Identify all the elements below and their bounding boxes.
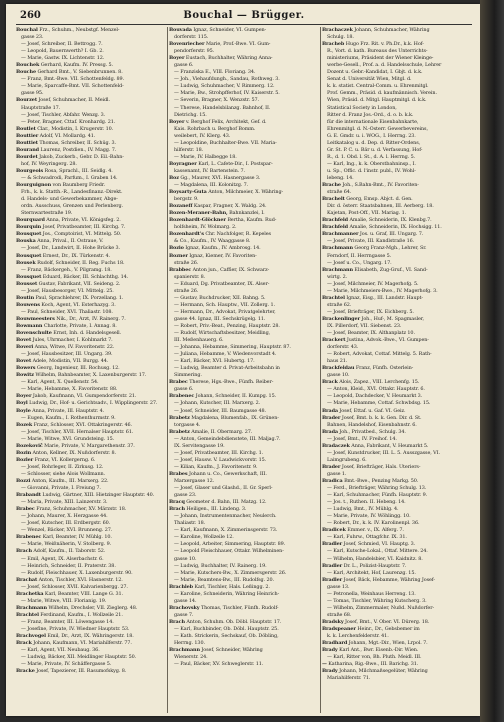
directory-entry-line: — Ludwig, Bäcker, XII. Meidlinger Hauptstr. 50. — [21, 654, 137, 661]
directory-entry-line: Bahnen, Handelshof, Eisenbahnstr. 6. — [327, 421, 417, 428]
directory-entry-line: Bradler Dr. L., Polizist-Hauptstr. 7. — [322, 562, 407, 569]
directory-entry-line: IX. Pillerdorf, VII. Siebenst. 23. — [327, 322, 402, 329]
directory-entry-line: gasse 6. — [174, 386, 194, 393]
directory-entry-line: Brabes Johann u. Co., Gewerkschaft, III. — [169, 470, 267, 477]
directory-entry-line: kassenamt, IV. Bartenstein. 7. — [174, 167, 246, 174]
directory-entry-line: gasse 6. — [174, 62, 194, 69]
directory-entry-line: Brachmann Wilhelm, Drechsler, VII. Zieglerg. 48. — [16, 604, 138, 611]
directory-entry-line: Bovet Jules, Uhrmacher, I. Kohlmarkt 7. — [16, 337, 113, 344]
directory-entry-line: Bozekovič Marie, Private, V. Margarethenstr. 37. — [16, 442, 135, 449]
directory-entry-line: — Josef, Privatbeamter, III. Kirchg. 1. — [174, 449, 264, 456]
directory-entry-line: — Leopold, Dachdecker, V. Heumarkt 3. — [327, 393, 423, 400]
directory-entry-line: — Marie, Hebamme, X. Favoritenstr. 88. — [21, 386, 118, 393]
directory-entry-line: k. k. Lerchenfelderstr. 41. — [327, 633, 389, 640]
directory-entry-line: Brada Joh., Privatbed., Schulg. 34. — [322, 428, 406, 435]
directory-entry-line: wirtg. 2. — [327, 273, 348, 280]
directory-entry-line: — Therese, Handelsbilanzg. Bahnhof, II. — [174, 104, 271, 111]
directory-entry-line: u. Sp., Offic. d. l'instr. publ., IV. Wohl- — [327, 167, 416, 174]
directory-entry-line: — Anton, Kleid., XVI. Ottakr. Hauptstr. 6. — [327, 386, 425, 393]
directory-entry-line: für die internationale Eisenbahnkarte, — [327, 118, 419, 125]
column-1 — [16, 27, 166, 713]
directory-entry-line: — Karl, Fuhrw., Ottagfchr. IX. 31. — [327, 534, 407, 541]
page-header — [16, 10, 472, 24]
directory-entry-line: — Marie, Hebamme, Cottaf. Schwbdsg. 15. — [327, 400, 431, 407]
directory-entry-line: — Josef, Milchmeier, IV. Magerhofg. 5. — [327, 280, 419, 287]
directory-entry-line: — Marie, Private, IV. Wöhlingg. 10. — [327, 513, 411, 520]
directory-entry-line: — Johann, Instrumentenmacher, Neulerch. — [174, 513, 277, 520]
directory-entry-line: Bourquin Josef, Privatbeamter, III. Kirchg. 7. — [16, 224, 126, 231]
directory-entry-line: Wienerstr. 24. — [174, 654, 208, 661]
directory-entry-line: — Leopoldine, Buchhalter-Bwe. VII. Maria- — [174, 139, 277, 146]
directory-entry-line: Brabetz Amalie, II. Obermarg. 27. — [169, 428, 253, 435]
directory-entry-line: — Karl, Schuhmacher, Fünfh. Hauptstr. 9. — [327, 492, 428, 499]
directory-entry-line: — Marie, Milchmeiers-Bwe., IV. Magerhofg. 3. — [327, 287, 438, 294]
directory-entry-line: Brackert Justina, Advok.-Bwe., VI. Gumpen- — [322, 337, 429, 344]
directory-entry-line: — Marie, Private, IV. Schäffergasse 5. — [21, 661, 112, 668]
directory-entry-line: — Katharina, Rig.-Bwe., III. Barichg. 31. — [322, 661, 419, 668]
directory-entry-line: Bousset Gustav, Fabrikant, VII. Seideng. 2. — [16, 280, 121, 287]
directory-entry-line: Mariahilferstr. 71. — [327, 675, 371, 682]
directory-entry-line: Bovet Adele, Modistin, VII. Burgg. 44. — [16, 358, 109, 365]
directory-entry-line: — Robert, Dr., k. k. IV. Karolinenpl. 36. — [327, 520, 420, 527]
directory-entry-line: Boutin Paul, Sprachlehrer, IX. Porzellang. 1. — [16, 294, 124, 301]
directory-entry-line: Brachfeld Amalie, Schneiderin, IX. Klenbg.7. — [322, 217, 432, 224]
directory-entry-line: gasse 1. — [327, 470, 347, 477]
directory-entry-line: Brabec Therese, Hgs.-Bwe., Fünfh. Reiber- — [169, 379, 274, 386]
directory-entry-line: Bourguignon von Baumberg Friedr. — [16, 182, 105, 189]
directory-columns — [16, 27, 472, 713]
directory-entry-line: — Kath. Strickerin, Sechskauf, Ob. Döbling, — [174, 633, 279, 640]
directory-entry-line: Brachmann Elisabeth, Zug-Gruf., VI. Sand- — [322, 266, 428, 273]
directory-entry-line: Brachaczek Johann, Schuhmacher, Währing — [322, 27, 430, 33]
directory-entry-line: Brackenlinger Joh., Huf-, M. Spagmasler, — [322, 315, 424, 322]
directory-entry-line: Bouvada Ignaz, Schneider, VI. Gumpen- — [169, 27, 267, 33]
directory-entry-line: Bozler Franz, VI. Kollergerng. 6. — [16, 456, 96, 463]
directory-entry-line: Marxergasse 12. — [174, 478, 215, 484]
page-number: 260 — [20, 10, 41, 21]
directory-entry-line: Bozio Ignaz, Kaufm., IV. Ambrosg. 14. — [169, 245, 261, 252]
directory-entry-line: — Josef, Schreiber, II. Bettrogg. 7. — [21, 41, 103, 48]
directory-entry-line: straße 26. — [174, 287, 199, 294]
directory-entry-line: — Juliana, Hebamme, V. Wiedenvorstadt 4. — [174, 351, 277, 358]
directory-entry-line: — Josefine, Private, IV. Wiedner Hauptstr. 53. — [21, 625, 130, 632]
directory-entry-line: Kais. Rohrbach u. Berghof Bomm. — [174, 125, 256, 132]
directory-entry-line: Bousquet Ernest, Dr., IX. Türkenstr. 4. — [16, 252, 110, 259]
directory-entry-line: Leitkatalog u. d. Dep. d. Ritter-Ordens, — [327, 139, 421, 146]
directory-entry-line: — Karl, Buchbinder, Ob. Döbl. Hauptstr. 25. — [174, 625, 279, 632]
directory-entry-line: Brada Josef, Ettaf. u. Gaf. VI. Geiz. — [322, 407, 406, 414]
directory-entry-line: Brachvogel Emil, Dr., Arzt, IX. Währingerstr. 18. — [16, 633, 134, 640]
directory-entry-line: — Hermann, Sch. Hauptw., VII. Zollerg. 1. — [174, 301, 275, 308]
directory-entry-line: Boyer Eustach, Buchhalter, Währing Anna- — [169, 55, 273, 62]
directory-entry-line: — Magdalena, III. Kolonitzg. 7. — [174, 182, 249, 189]
directory-entry-line: Bousquet Eduard, Bäcker, III. Schlachthg. 14. — [16, 273, 129, 280]
directory-entry-line: — Rudolf, Fleischhauer, X. Laxenburgerstr. 90. — [21, 569, 133, 576]
directory-entry-line: — Ferd., Briefträger, Währing Schulg. 13. — [327, 485, 427, 492]
directory-entry-line: Bradica Bmt.-Bwe., Penzing Markg. 50. — [322, 478, 419, 484]
directory-entry-line: — Rudolf, Wirtschaftsbesitzer, Meidling, — [174, 330, 271, 337]
directory-entry-line: — Peter, Bragner, Cttaf. Kronhardg. 21. — [21, 118, 116, 125]
directory-entry-line: Brackfeldau Franz, Fünfh. Österlein- — [322, 365, 414, 372]
directory-page — [6, 4, 480, 716]
directory-entry-line: — Severin, Bragner, X. Wenzstr. 57. — [174, 97, 259, 104]
directory-entry-line: Bouwens Koch, Agent, VI. Esterhazyg. 3. — [16, 301, 116, 308]
directory-entry-line: lebeng. 14. — [327, 174, 354, 181]
directory-entry-line: Bradsky Josef, Bmt., V. Ober. VI. Dürerg. 18. — [322, 618, 430, 625]
directory-entry-line: Bowitz Wilhelm, Bahnbeamter, X. Laxenburgerstr. 17. — [16, 372, 147, 379]
directory-entry-line: Brachfeld Amalie, Schneiderin, IX. Hochsigg. 11. — [322, 224, 442, 231]
directory-entry-line: Brabenec Johann, Schneider, II. Kumpg. 15. — [169, 393, 277, 400]
directory-entry-line: — Franz, Bäckergeh., V. Pilgramg. 18. — [21, 266, 112, 273]
directory-entry-line: Boyl Ludwig, Dr., Hof- u. Gerichtsadv., I. Wipplingerstr. 27. — [16, 400, 158, 407]
directory-entry-line: — Giovanni, Private, I. Freiung 7. — [21, 485, 101, 492]
directory-entry-line: Boveri Anna, Witwe, IV. Favoritenstr. 22. — [16, 344, 115, 351]
directory-entry-line: hilferstr. 18. — [174, 146, 204, 153]
directory-entry-line: — Karl, Kutsche-Lokal., Ottaf. Mittere. 24. — [327, 548, 428, 555]
directory-entry-line: gasse 10. — [327, 372, 350, 379]
directory-entry-line: Brach Adolf, Kaufm., II. Taborstr. 52. — [16, 548, 106, 555]
directory-entry-line: dorferstr. 115. — [174, 34, 209, 41]
directory-entry-line: G. E. Gmdr. u. i. WOG., I. Herrng. 23. — [327, 132, 416, 139]
directory-entry-line: Wien, Präsid. d. Mitgl. Hauptmitgl. d. k.k. — [327, 97, 427, 104]
directory-entry-line: — Joh., Viehaufdungh., Sandau, Rothweg. 3. — [174, 76, 280, 83]
directory-entry-line: Hauptstraße 17. — [21, 104, 61, 111]
directory-entry-line: pendorferstr. 95. — [174, 48, 215, 55]
directory-entry-line: Bozaneff Kaspar, Fragner, X. Waldg. 24. — [169, 203, 267, 210]
directory-entry-line: Laimgrubeng. 6. — [327, 456, 367, 463]
directory-entry-line: Brady Johann, Milchmaßsegelüter, Währing — [322, 668, 428, 675]
directory-entry-line: gasse 23. — [21, 34, 44, 41]
directory-entry-line: Brabbec Anton jun., Caffier, IX. Schwarz- — [169, 266, 270, 273]
directory-entry-line: Bradaczek Anna, Fabrikant, V. Heumarkt 5. — [322, 442, 429, 449]
directory-entry-line: Frh., k. k. Statth.-R., Landesfinanz.-Direkt. — [21, 189, 123, 196]
directory-entry-line: Bradhard Johann, Mgt.-Dir., Wien, Lrpol. 7. — [322, 640, 428, 647]
directory-entry-line: straße 64. — [327, 189, 352, 196]
directory-entry-line: spanierstr. 8. — [174, 273, 206, 280]
directory-entry-line: Bradspeaner Heinr., Dr., Gebsbemer im — [322, 625, 420, 632]
directory-entry-line: Brack Johann, Kaufmann, VI. Mariahilferstr. 77. — [16, 640, 132, 647]
directory-entry-line: — Karl, Kaufmann, X. Zimmerinsgerstr. 73. — [174, 527, 278, 534]
directory-entry-line: Brachmanner Jos. u. Graf, III. Ungarg. 7. — [322, 231, 424, 238]
directory-entry-line: — Emil, Agent, IX. Alserbachstr. 6. — [21, 555, 104, 562]
directory-entry-line: — Marie, Beamtens-Bw., III. Rudolfsg. 20. — [174, 576, 274, 583]
directory-entry-line: — Karl, Bäcker, XVI. Hubertg. 17. — [174, 358, 255, 365]
directory-entry-line: — Johann, Maurer, X. Herzgasse 44. — [21, 513, 108, 520]
directory-entry-line: Dietrichg. 15. — [174, 111, 207, 118]
directory-entry-line: gasse 23. — [174, 492, 197, 499]
column-divider — [167, 27, 168, 713]
directory-entry-line: Brack Alois, Zapez., VIII. Lerchenfg. 15. — [322, 379, 420, 386]
directory-entry-line: Kajetan, Post-Off., VII. Mariag. 1. — [327, 210, 407, 217]
directory-entry-line: Bovenriecher Marie, Prof.-Bwe. VI. Gum- — [169, 41, 271, 48]
directory-entry-line: Brachleb Karl, Tischler, Hals. Leßingg. 2. — [169, 583, 270, 590]
directory-entry-line: Brabenec Karl, Beamter, IV. Mühlg. 10. — [16, 534, 112, 541]
directory-entry-line: gasse 13. — [327, 583, 350, 590]
directory-entry-line: — Schlosser, siehe Alois Wollmann. — [21, 470, 106, 477]
directory-entry-line: dorferstr. 43. — [327, 344, 359, 351]
directory-entry-line: Bouttier Adolf, VI. Mollardg. 41. — [16, 132, 96, 139]
directory-entry-line: Boysarty-Guta Anton, Milchmeier, X. Währing- — [169, 189, 284, 196]
directory-entry-line: gasse 10. — [174, 555, 197, 562]
directory-entry-line: Statistical Society in London, — [327, 104, 397, 111]
directory-entry-line: Bozin Anton, Kellner, IX. Nußdorferstr. 8. — [16, 449, 117, 456]
directory-entry-line: Thaliastr. 18. — [174, 520, 206, 527]
directory-entry-line: weilebert, IV. Klerg. 43. — [174, 132, 231, 139]
directory-entry-line: — Petronella, Weinhaus Herreng. 13. — [327, 590, 416, 597]
directory-entry-line: Brachtel Ignaz, Eisg., III. Landstr. Haupt- — [322, 294, 423, 301]
directory-entry-line: — Karl, Agent, VII. Neubaug. 36. — [21, 647, 100, 654]
directory-entry-line: — Anton, Gemeindebdienstete, III. Maljag.7. — [174, 435, 281, 442]
directory-entry-line: Brader Josef, Briefträger, Hals. Uteriers- — [322, 463, 421, 470]
directory-entry-line: — Robert, Priv.-Beat., Penzing, Hauptstr. 28. — [174, 322, 280, 329]
directory-entry-line: ministeriums, Präsident der Wiener Kleinge- — [327, 55, 434, 62]
directory-entry-line: Bourquard Anna, Private, VI. Königsfeg. 2. — [16, 217, 121, 224]
directory-entry-line: — Josef, Kunstdrucker, III. L. 5. Ausszgasse, VI. — [327, 449, 440, 456]
column-2 — [169, 27, 319, 713]
directory-entry-line: — Josef, Hausbesorger, VI. Mittelg. 25. — [21, 287, 114, 294]
directory-entry-line: Bozner Ignaz, Kiemer, IV. Favoriten- — [169, 252, 257, 259]
directory-entry-line: Brachtel Ferdinand, Kaufm., I. Wollzeile 21. — [16, 611, 123, 618]
directory-entry-line: Bouche Gerhard Bmt., V. Siebenbrunnen. 8. — [16, 69, 123, 76]
directory-entry-line: — Josef, Hausbesitzer, III. Ungarg. 39. — [21, 351, 113, 358]
directory-entry-line: Brach Anton, Schuhm. Ob. Döbl. Hauptstr. 17. — [169, 618, 282, 625]
directory-entry-line: bergstr. 9. — [174, 196, 199, 203]
directory-entry-line: Brache Joh., S.Bahn-Bmt., IV. Favoriten- — [322, 182, 419, 189]
directory-entry-line: — Karoline, Schneiderin, Währing Heinrich- — [174, 590, 280, 597]
column-divider — [320, 27, 321, 713]
directory-entry-line: Dir. d. österr. Staatsbahnen, III. Aerberg. 18. — [327, 203, 434, 210]
directory-entry-line: straße 26. — [174, 259, 199, 266]
directory-entry-line: — Franz, Bmt.-Bwe. VII. Schottenfeldg. 89. — [21, 76, 124, 83]
directory-entry-line: — Karl, Ritter von, Bh. Pluth. Meidl. III. — [327, 654, 422, 661]
directory-entry-line: — Karl, Ing., k. k. Oberstbahninsp., I. — [327, 160, 416, 167]
directory-entry-line: straße 68. — [327, 611, 352, 618]
directory-entry-line: hof, IV. Weyringerg. 28. — [21, 160, 77, 167]
directory-entry-line: — Kilian, Kaufm., J. Favoritenstr. 9. — [174, 463, 258, 470]
directory-entry-line: holfsheim, IV. Wolmarg. 2. — [174, 224, 237, 231]
directory-entry-line: III. Meßenhauerg. 6. — [174, 337, 224, 344]
directory-entry-line: Bouttiet Thomas, Schreiber, II. Schüg. 3. — [16, 139, 116, 146]
directory-entry-line: — Josef, Kutscher, III. Erdbergstr. 60. — [21, 520, 111, 527]
directory-entry-line: Simmering. — [174, 372, 202, 379]
directory-entry-line: Bracq Geometer d. Bahn, III. Matzg. 12. — [169, 499, 267, 506]
directory-entry-line: Ehrenmitgl. d. N.-Österr. Gewerbevereins, — [327, 125, 428, 132]
directory-entry-line: — Josef, Hausw. V. Laudwickvorstr. 15. — [174, 456, 267, 463]
directory-entry-line: Boyragner Karl, L. Cafete-Dir., I. Postspar- — [169, 160, 273, 167]
directory-entry-line: Bowers Georg, Ingenieur, III. Rochusg. 12. — [16, 365, 120, 372]
directory-entry-line: Boyle Anna, Private, III. Hauptstr. 4. — [16, 407, 105, 414]
directory-entry-line: Dozent u. Gebr.-Kandidat, I. Gbjt. d. k.k. — [327, 69, 423, 76]
directory-entry-line: — Josef, Briefträger, IX. Eichberg. 5. — [327, 308, 414, 315]
directory-entry-line: — Hermann, Dr., Advokat, Privatgelehrter, — [174, 308, 276, 315]
directory-entry-line: werbe-Gesell., Prof. a. d. Handelsschule, Lehrer — [327, 62, 442, 69]
directory-entry-line: Sternwartestraße 19. — [21, 210, 73, 217]
directory-entry-line: — Marie, IV. Halbegge 18. — [174, 153, 237, 160]
directory-entry-line: Boyer Jakob, Kaufmann, VI. Gumpendorferstr. 21. — [16, 393, 137, 400]
directory-entry-line: Bracke Josef, Tapezierer, III. Rasumofskyg. 8. — [16, 668, 127, 675]
directory-entry-line: Herrng. 130. — [174, 640, 205, 647]
directory-entry-line: — Marie, Witwe, XVI. Grundsteing. 15. — [21, 435, 115, 442]
directory-entry-line: — Leopold, Bauernwerth? I. Gb. 2. — [21, 48, 104, 55]
directory-entry-line: gasse 95. — [21, 90, 44, 97]
directory-entry-line: — Ludwig, Beamter d. Privat-Arbeitsbahn in — [174, 365, 280, 372]
directory-entry-line: Bousquet Jos., Comptoirist, VI. Mittelg. 50. — [16, 231, 122, 238]
directory-entry-line: Schulg. 18. — [327, 34, 354, 41]
directory-entry-line: Bowmann Charlotte, Private, I. Annag. 8. — [16, 322, 117, 329]
directory-entry-line: Brader Josef, Bmt. b. k. k. Gen. Dir. d. St. — [322, 414, 422, 421]
directory-entry-line: — Ludwig, Bmt., IV. Mühlg. 4. — [327, 506, 399, 513]
directory-entry-line: — Josef, Schneider, III. Baumgasse 48. — [174, 407, 266, 414]
directory-entry-line: gasse 44. Ignaz, III. Sechskrügelg. 11. — [174, 315, 266, 322]
directory-entry-line: Brachmann Josef, Schneider, Währing — [169, 647, 263, 654]
directory-entry-line: Prof. Gemm., Präsid. d. kaufmännisch. Verein. — [327, 90, 437, 97]
directory-entry-line: Senat d. Universität Wien, Mitgl. d. — [327, 76, 412, 83]
directory-entry-line: — Josef u. Co., Ungarg. 17. — [327, 259, 392, 266]
directory-entry-line: Bourgeois Rosa, Sprachl., III. Seidlg. 4. — [16, 167, 113, 174]
directory-entry-line: Bousek Rudolf, Schneider, II. Reg. Fuchs 18. — [16, 259, 125, 266]
directory-entry-line: Bouwmeesters Nik., Dr., Arzt, IV. Rainerg. 7. — [16, 315, 126, 322]
directory-entry-line: — Karl, Agent, X. Quellenstr. 54. — [21, 379, 99, 386]
directory-entry-line: Bouchek Gerhard, Kaufm. IV. Pressg. 5. — [16, 62, 113, 69]
directory-entry-line: — Wenzel, Bäcker, XVI. Brunneng. 27. — [21, 527, 113, 534]
directory-entry-line: Bradler Josef, Bäck, Hebamme, Währing Josef- — [322, 576, 435, 583]
header-rule — [16, 24, 472, 25]
directory-entry-line: — Gustav, Buchdrucker, XII. Bahng. 5. — [174, 294, 266, 301]
directory-entry-line: Brachovsky Thomas, Tischler, Fünfh. Rudolf- — [169, 604, 279, 611]
directory-entry-line: & Co., Kaufm., IV. Waaggasse 8. — [174, 238, 251, 245]
directory-entry-line: — Marie, Bw., Strohpfferhof, IV. Kaiserstr. 5. — [174, 90, 280, 97]
directory-entry-line: — Leopold, Arbeiter, Simmering, Hauptstr. 89. — [174, 541, 286, 548]
directory-entry-line: gasse 7. — [174, 611, 194, 618]
column-3 — [322, 27, 472, 713]
directory-entry-line: ordn. Ausschuss, Grenzen und Perlenberg. — [21, 203, 123, 210]
directory-entry-line: Bradler Josef, Schmied, VI. Hauptg. 3. — [322, 541, 416, 548]
directory-entry-line: Brachmann Georg Franz-Mgh., Lehrer, Sr. — [322, 245, 427, 252]
directory-entry-line: — Eduard, Dg. Privatbeamter, IX. Alser- — [174, 280, 270, 287]
directory-entry-line: — Ludwig, Schuhmacher, V. Rimmerg. 12. — [174, 83, 275, 90]
directory-entry-line: Brachelt Georg, Emsp. Abjct. d. Gen. — [322, 196, 413, 203]
book-spine-edge — [480, 0, 504, 722]
directory-entry-line: — Josef, Dr., Landwirt, II. Hohe Brücke 3. — [21, 245, 120, 252]
directory-entry-line: k. k. statist. Central-Comm. u. Ehrenmitgl. — [327, 83, 429, 90]
directory-entry-line: — Karoline, Wollzeile 12. — [174, 534, 234, 541]
directory-entry-line: — Marie, Weißnäherin, V. Stolberg. 9. — [21, 541, 112, 548]
directory-entry-line: Bozen-Meraner-Bahn, Bahnkanzlei, I. — [169, 210, 265, 217]
directory-entry-line: — Tomas, Tischler, Währing Kutscherg. 3. — [327, 597, 427, 604]
directory-entry-line: — Franziska E., VIII. Floriang. 34. — [174, 69, 256, 76]
directory-entry-line: — & Schwadrodi, Parfum., I. Graben 14. — [21, 174, 118, 181]
directory-entry-line: Bouchal Frz., Schuhm., Neubstgf. Menzel- — [16, 27, 120, 33]
directory-entry-line: — Heinrich, Schneider, II. Praterstr. 38. — [21, 562, 116, 569]
page-title: Bouchal — Brügger. — [183, 10, 305, 21]
directory-entry-line: Brabec Franz, Schuhmacher, XV. Märzstr. 18. — [16, 506, 127, 513]
directory-entry-line: Brach Heiligen., III. Lindeng. 3. — [169, 506, 247, 513]
directory-entry-line: — Paul, Schneider, XVI. Thaliastr. 108. — [21, 308, 113, 315]
directory-entry-line: Boutlet Clar., Modistin, I. Krugerstr. 10. — [16, 125, 114, 132]
directory-entry-line: Bovenschulte Ernst, Inh. d. Handelsgesell. — [16, 330, 122, 337]
directory-entry-line: — Marie, Kutschers-Bw., X. Zimmersgerstr. 26. — [174, 569, 287, 576]
directory-entry-line: — Marie, Gastw. IX. Lichtenstr. 12. — [21, 55, 105, 62]
directory-entry-line: — Leopold Fleischhauer, Ottakr. Wilhelminen- — [174, 548, 284, 555]
directory-entry-line: Bradicek Emmer. v., IX. Alferg. 7. — [322, 527, 404, 534]
directory-entry-line: — Ludwig, Buchhalter, IV. Rainerg. 19. — [174, 562, 267, 569]
directory-entry-line: torgasse 4. — [174, 421, 201, 428]
directory-entry-line: — Josef, Private, III. Kandlstraße 16. — [327, 238, 415, 245]
directory-entry-line: R., d. 1. Obd. l. St., d. A. l. Herrng. 5. — [327, 153, 416, 160]
directory-entry-line: — Josef, Schlosser, XVII. Kalvarienbergg. 27. — [21, 583, 128, 590]
directory-entry-line: haus 21. — [327, 358, 348, 365]
directory-entry-line: IX. Servitengasse 19. — [174, 442, 225, 449]
directory-entry-line: gasse 14. — [174, 597, 197, 604]
directory-entry-line: Bozek Franz, Schlosser, XVI. Ottakringerstr. 46. — [16, 421, 132, 428]
directory-entry-line: — Josef, Glaser und Glashd., II. Gr. Sperl- — [174, 485, 273, 492]
directory-entry-line: — Josef, Rohrleger, II. Zirkusg. 12. — [21, 463, 104, 470]
directory-entry-line: Bozenhardt-Glöckner Bertha, Kaufm. Rud- — [169, 217, 277, 224]
directory-entry-line: Boz Gg., Maurer, XVI. Hasnergasse 3. — [169, 174, 261, 181]
directory-entry-line: — Marie, Sparcaffe-Bmt. VII. Schottenfeld- — [21, 83, 124, 90]
directory-entry-line: Bracheb Hugo Frz. Rit. v. Ph.Dr., k.k. Hof- — [322, 41, 424, 48]
directory-entry-line: — Jos. t., Ruthen. II. Hebeng. 14. — [327, 499, 406, 506]
directory-entry-line: — Franz, Beamter, III. Löwengasse 14. — [21, 618, 114, 625]
directory-entry-line: R., Vort. d. kath. Bureaus des Unterrichts- — [327, 48, 428, 55]
directory-entry-line: Brady Karl Ant., Bwr. Eisenb.-Dir. Wien. — [322, 647, 419, 654]
directory-entry-line: — Johanna, Hebamme, Simmering, Hauptstr. 87. — [174, 344, 291, 351]
directory-entry-line: — Josef, Beamter, IX. Althanplatz 10. — [327, 330, 415, 337]
directory-entry-line: straße 62. — [327, 301, 352, 308]
directory-entry-line: — Marie, Witwe, VIII. Florianig. 19. — [21, 597, 107, 604]
directory-entry-line: — Eugen, Kaufm., I. Rothenthurmstr. 9. — [21, 414, 116, 421]
directory-entry-line: Brabetz Magdalena, Blumenfab., IX. Grünen- — [169, 414, 279, 421]
directory-entry-line: Brachat Anton, Tischler, XVI. Hasnerstr. 12. — [16, 576, 123, 583]
directory-entry-line: Bourdet Jakob, Zuckerb., Gebr. D. Eil.-Bahn- — [16, 153, 124, 160]
directory-entry-line: — Wilhelm, Handelsbier, VI. Kaidnitz. 8. — [327, 555, 423, 562]
directory-entry-line: Bouska Anna, Prival., II. Ostraue, V. — [16, 238, 104, 245]
directory-entry-line: Ferndorf, II. Herrngasse 5. — [327, 252, 392, 259]
directory-entry-line: Boyer v. Berghof Felix, Architekt, Gef. d. — [169, 118, 267, 125]
directory-entry-line: — Paul, Bäcker, XV. Schweglerstr. 11. — [174, 661, 264, 668]
directory-entry-line: — Johann, Kutscher, III. Marxerg. 2. — [174, 400, 261, 407]
directory-entry-line: Bozenhardt's Chr. Nachfolger, R. Kepeles — [169, 231, 271, 238]
directory-entry-line: — Josef, Tischler, XVII. Hernalser Hauptstr. 61. — [21, 428, 134, 435]
directory-entry-line: Bozzi Anton, Kaufm., III. Marxerg. 22. — [16, 478, 109, 484]
directory-entry-line: Bourand Laurenz, Postdien., IV. Magg. 7. — [16, 146, 117, 153]
directory-entry-line: Brabandt Ludwig, Gärtner, XIII. Hietzinger Hauptstr. 40. — [16, 492, 155, 499]
directory-entry-line: — Josef, Tischler, Abfahr. Wenzg. 3. — [21, 111, 106, 118]
directory-entry-line: Bourzet Josef, Schuhmacher, II. Meidl. — [16, 97, 110, 104]
directory-entry-line: Ritter d. Franz Jos.-Ord., d. o. b. k.k. — [327, 111, 414, 118]
directory-entry-line: — Maria, Private, XIII. Lainzerstr. 3. — [21, 499, 108, 506]
directory-entry-line: — Karl, Architekt, Hof, Laurenzg. 15. — [327, 569, 416, 576]
directory-entry-line: d. Handels- und Gewerbekammer, Abge- — [21, 196, 118, 203]
directory-entry-line: — Robert, Advokat, Cottaf. Mittelg. 5. Rath- — [327, 351, 432, 358]
directory-entry-line: — Josef, Bmt., IV. Freihof. 14. — [327, 435, 397, 442]
directory-entry-line: Brachetka Karl, Beamter, VIII. Lange G. 31. — [16, 590, 123, 597]
directory-entry-line: Gr. St. P. C. u. Bär u. d. Verfassung, Hof- — [327, 146, 423, 153]
directory-entry-line: — Wilhelm, Zimmermaler, Nußd. Nußdorfer- — [327, 604, 434, 611]
